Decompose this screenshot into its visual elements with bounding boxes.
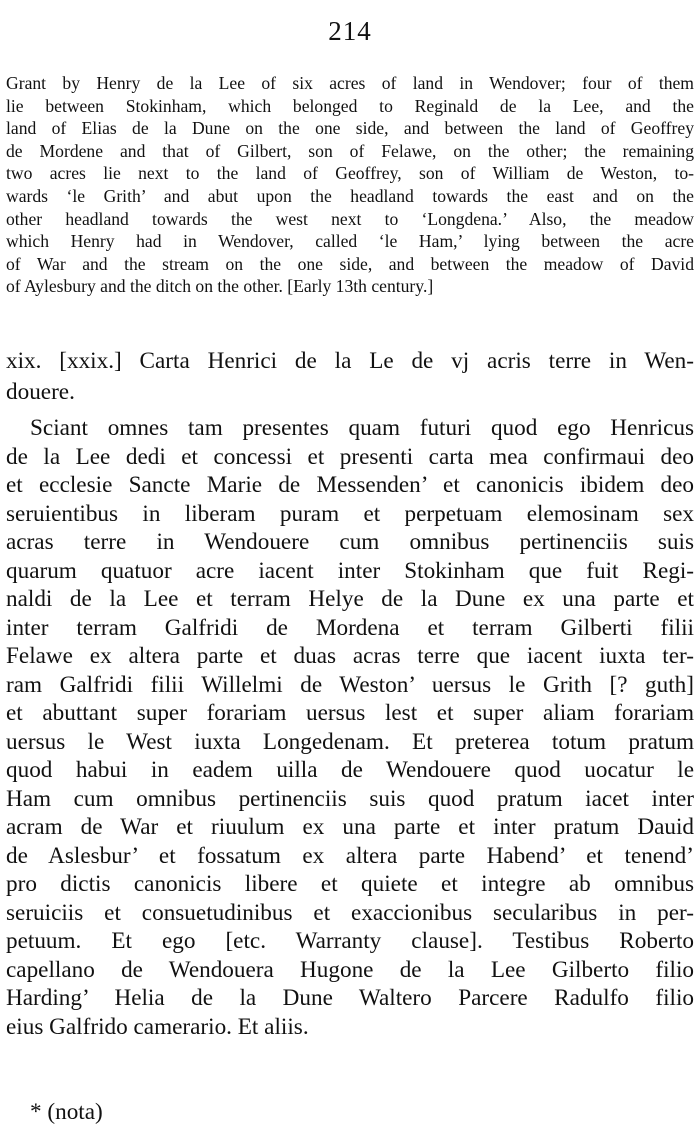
- summary-line: lie between Stokinham, which belonged to Reginald de la Lee, and the: [6, 95, 694, 116]
- charter-body: [6, 414, 694, 1041]
- summary-line: of Aylesbury and the ditch on the other. [Early 13th century.]: [6, 276, 434, 297]
- summary-line: de Mordene and that of Gilbert, son of Felawe, on the other; the remaining: [6, 140, 694, 161]
- charter-body-line: quarum quatuor acre iacent inter Stokinham que fuit Regi-: [6, 557, 694, 584]
- charter-body-line: et abuttant super forariam uersus lest et super aliam forariam: [6, 700, 694, 726]
- charter-body-line: et ecclesie Sancte Marie de Messenden’ et canonicis ibidem deo: [6, 472, 694, 498]
- summary-line: two acres lie next to the land of Geoffrey, son of William de Weston, to-: [6, 163, 694, 184]
- charter-body-line: quod habui in eadem uilla de Wendouere quod uocatur le: [6, 757, 694, 783]
- charter-body-line: uersus le West iuxta Longedenam. Et preterea totum pratum: [6, 728, 694, 755]
- charter-body-line: eius Galfrido camerario. Et aliis.: [6, 1013, 309, 1040]
- charter-heading: [6, 346, 694, 407]
- charter-body-line: acras terre in Wendouere cum omnibus pertinenciis suis: [6, 529, 694, 555]
- nota-marginal-note: * (nota): [30, 1099, 103, 1125]
- charter-body-line: naldi de la Lee et terram Helye de la Dune ex una parte et: [6, 586, 694, 612]
- charter-body-line: Ham cum omnibus pertinenciis suis quod pratum iacet inter: [6, 785, 694, 812]
- charter-body-line: capellano de Wendouera Hugone de la Lee Gilberto filio: [6, 956, 694, 983]
- charter-body-line: petuum. Et ego [etc. Warranty clause]. Testibus Roberto: [6, 928, 694, 954]
- summary-line: Grant by Henry de la Lee of six acres of land in Wendover; four of them: [6, 73, 694, 93]
- charter-body-line: de Aslesbur’ et fossatum ex altera parte Habend’ et tenend’: [6, 842, 694, 869]
- charter-body-line: Sciant omnes tam presentes quam futuri quod ego Henricus: [30, 415, 694, 441]
- charter-body-line: pro dictis canonicis libere et quiete et integre ab omnibus: [6, 871, 694, 897]
- summary-line: land of Elias de la Dune on the one side, and between the land of Geoffrey: [6, 118, 694, 139]
- charter-body-line: seruiciis et consuetudinibus et exaccionibus secularibus in per-: [6, 899, 694, 926]
- charter-body-line: Felawe ex altera parte et duas acras terre que iacent iuxta ter-: [6, 643, 694, 669]
- charter-heading-line: xix. [xxix.] Carta Henrici de la Le de vj acris terre in Wen-: [6, 348, 694, 374]
- english-summary: [6, 72, 694, 298]
- charter-body-line: Harding’ Helia de la Dune Waltero Parcere Radulfo filio: [6, 985, 694, 1011]
- charter-body-line: de la Lee dedi et concessi et presenti carta mea confirmaui deo: [6, 443, 694, 470]
- charter-body-line: acram de War et riuulum ex una parte et inter pratum Dauid: [6, 814, 694, 840]
- charter-heading-line: douere.: [6, 378, 75, 405]
- charter-body-line: ram Galfridi filii Willelmi de Weston’ uersus le Grith [? guth]: [6, 671, 694, 698]
- charter-body-line: inter terram Galfridi de Mordena et terram Gilberti filii: [6, 614, 694, 641]
- page-number: 214: [328, 16, 372, 46]
- summary-line: which Henry had in Wendover, called ‘le Ham,’ lying between the acre: [6, 231, 694, 252]
- summary-line: wards ‘le Grith’ and abut upon the headland towards the east and on the: [6, 185, 694, 206]
- summary-line: other headland towards the west next to ‘Longdena.’ Also, the meadow: [6, 208, 694, 229]
- charter-body-line: seruientibus in liberam puram et perpetuam elemosinam sex: [6, 500, 694, 527]
- summary-line: of War and the stream on the one side, and between the meadow of David: [6, 253, 694, 274]
